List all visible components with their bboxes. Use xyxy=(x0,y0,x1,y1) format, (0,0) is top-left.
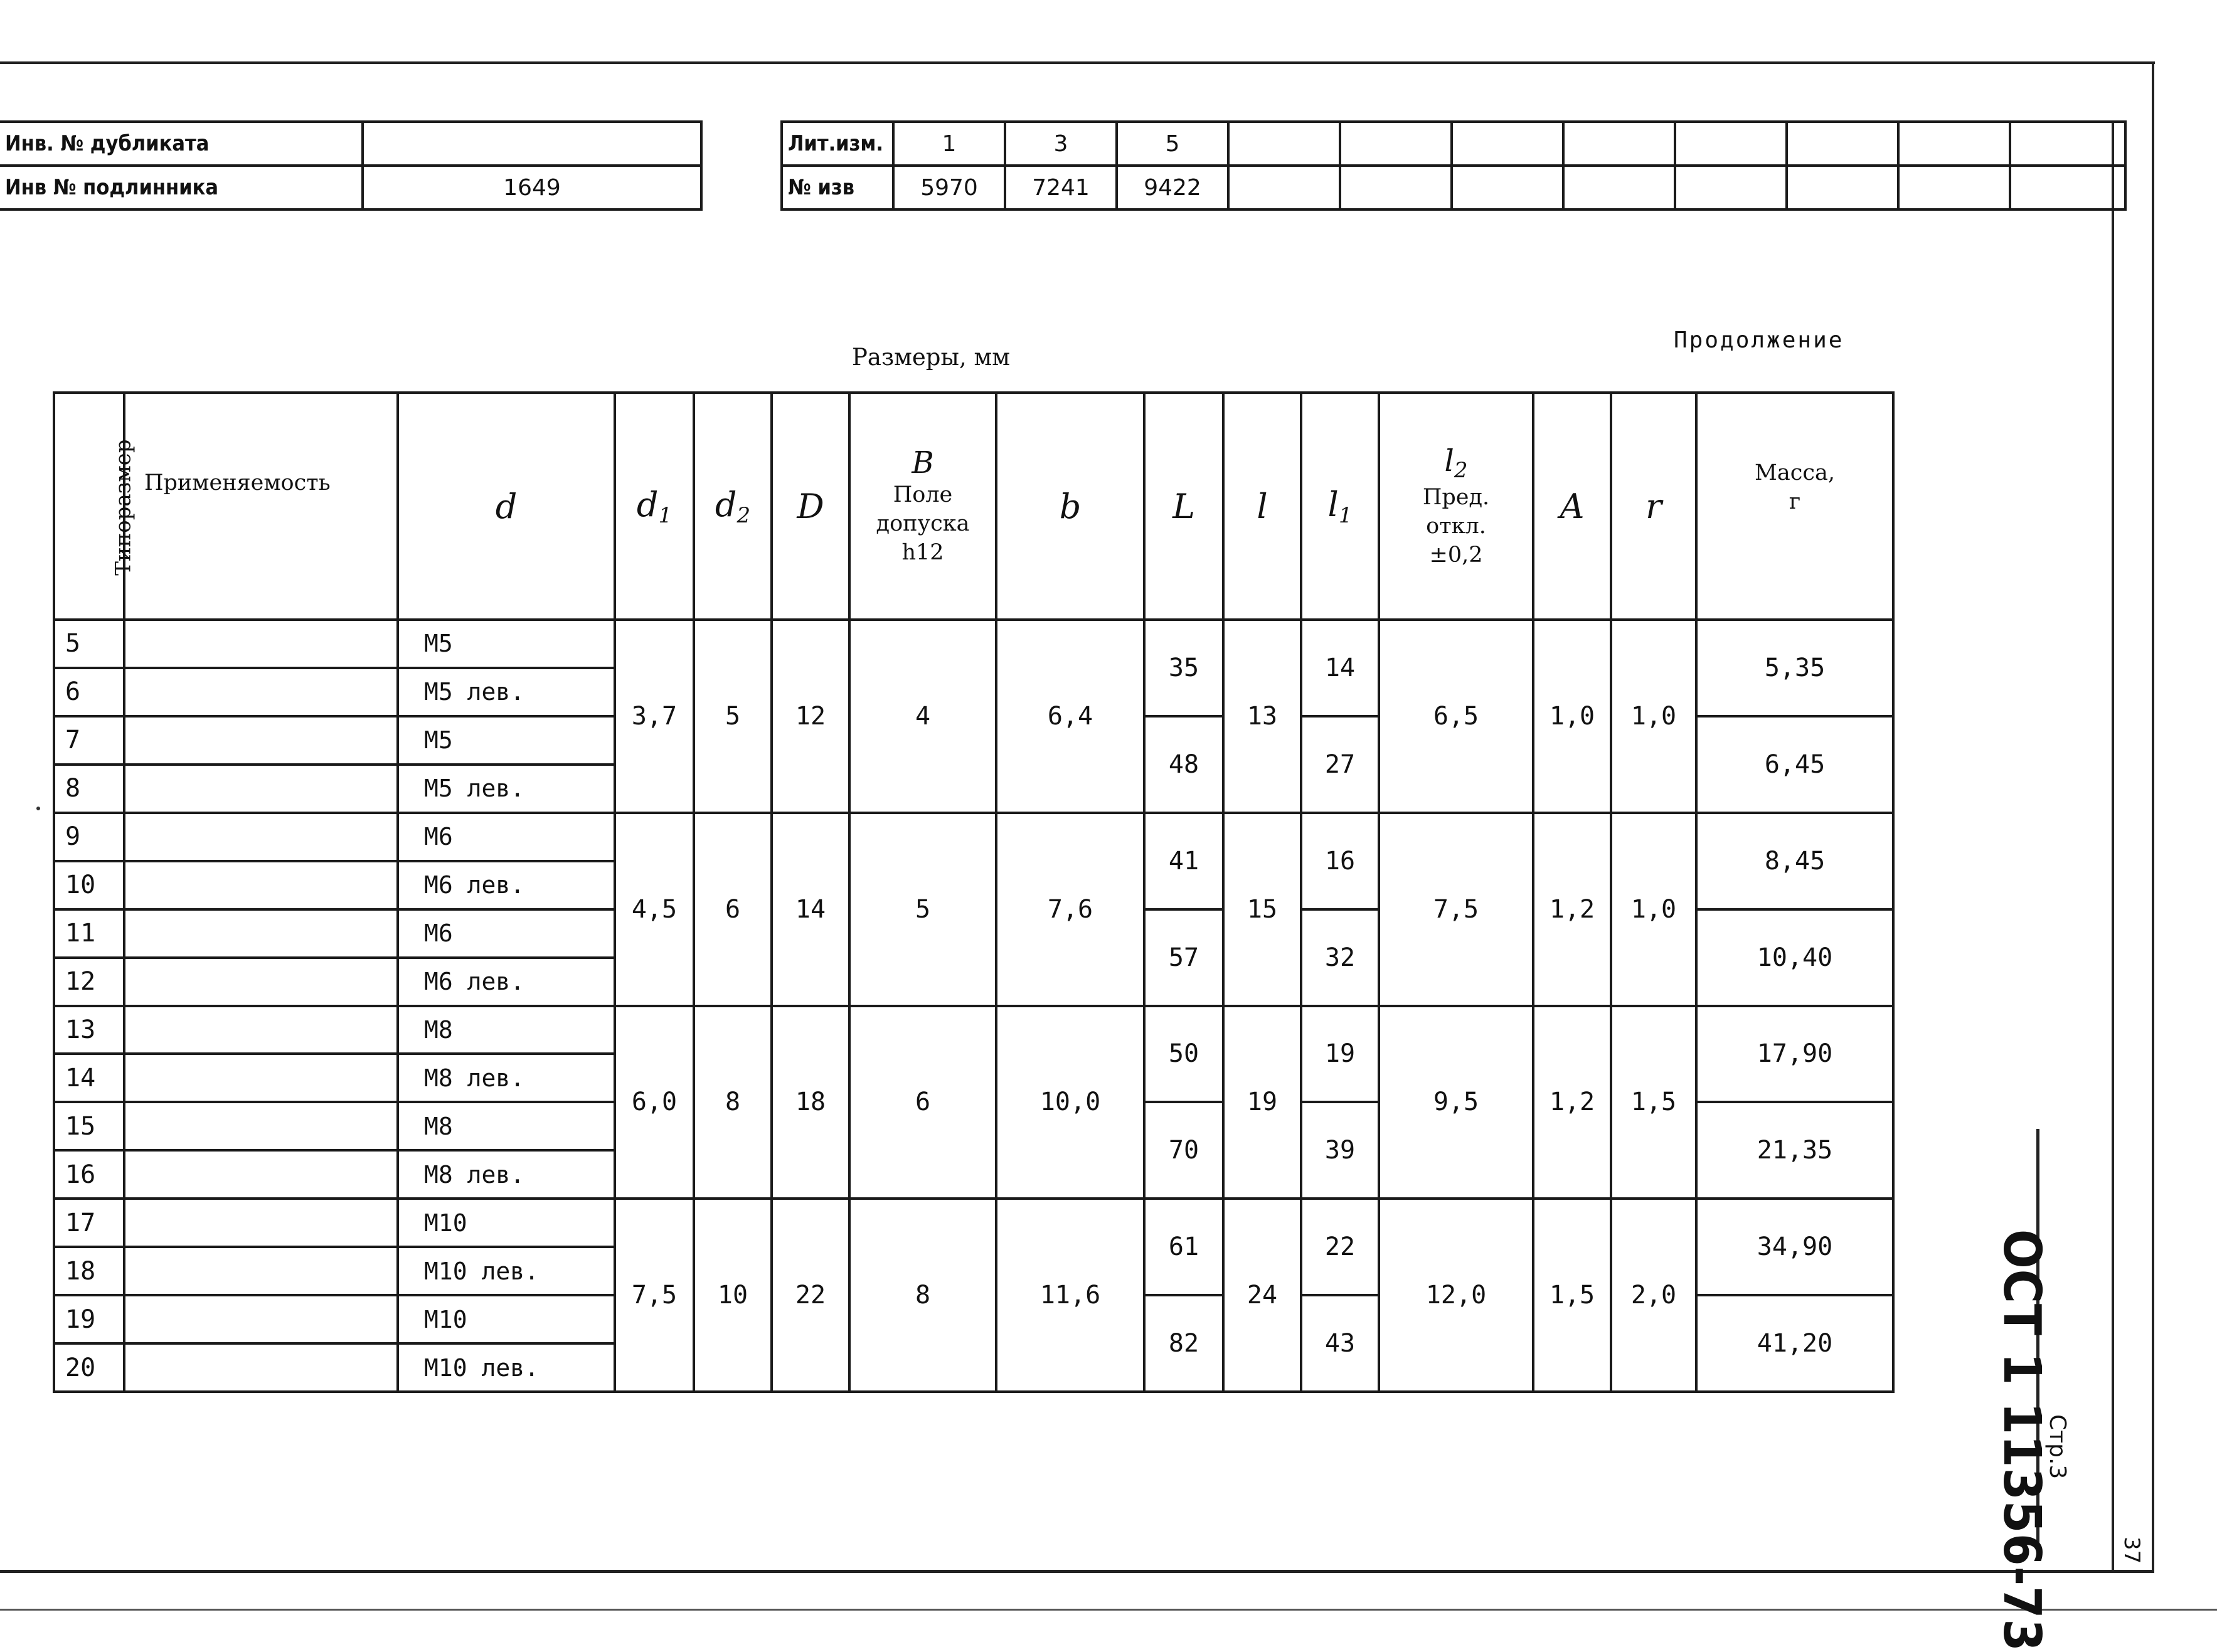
B-cell: 5 xyxy=(849,813,996,1006)
b-cell: 11,6 xyxy=(996,1199,1144,1392)
thread-d-cell: M6 лев. xyxy=(398,958,615,1006)
page-label: Стр.3 xyxy=(2044,1414,2070,1480)
mass-cell: 10,40 xyxy=(1696,909,1893,1006)
l2-cell: 12,0 xyxy=(1379,1199,1533,1392)
revision-letter-cell xyxy=(1787,122,1898,166)
primenyaemost-cell xyxy=(124,861,398,909)
d2-cell: 5 xyxy=(694,620,772,813)
thread-d-cell: M5 лев. xyxy=(398,765,615,813)
frame-right-line xyxy=(2152,61,2154,1570)
header-l2: $l_2$ Пред. откл. ±0,2 xyxy=(1379,393,1533,620)
duplicate-label: Инв. № дубликата xyxy=(0,122,363,166)
revision-letter-cell xyxy=(1898,122,2010,166)
L-cell: 41 xyxy=(1144,813,1223,909)
revision-letter-cell xyxy=(1452,122,1563,166)
standard-designation: ОСТ 1 11356-73 xyxy=(1992,1229,2051,1652)
header-b: b xyxy=(996,393,1144,620)
L-cell: 61 xyxy=(1144,1199,1223,1295)
primenyaemost-cell xyxy=(124,1199,398,1247)
leaf-number: 37 xyxy=(2119,1537,2144,1564)
header-A: A xyxy=(1533,393,1611,620)
frame-bottom-edge xyxy=(0,1609,2217,1611)
B-cell: 6 xyxy=(849,1006,996,1199)
b-cell: 10,0 xyxy=(996,1006,1144,1199)
header-L: L xyxy=(1144,393,1223,620)
l1-cell: 19 xyxy=(1301,1006,1379,1103)
mass-cell: 8,45 xyxy=(1696,813,1893,909)
revision-letter-cell: 5 xyxy=(1117,122,1228,166)
L-cell: 35 xyxy=(1144,620,1223,716)
tiporazmer-cell: 18 xyxy=(54,1247,124,1295)
tiporazmer-cell: 16 xyxy=(54,1150,124,1199)
header-d2: $d_2$ xyxy=(694,393,772,620)
d2-cell: 8 xyxy=(694,1006,772,1199)
notice-number-cell xyxy=(1898,166,2010,209)
A-cell: 1,5 xyxy=(1533,1199,1611,1392)
L-cell: 48 xyxy=(1144,716,1223,813)
B-cell: 8 xyxy=(849,1199,996,1392)
thread-d-cell: M8 лев. xyxy=(398,1150,615,1199)
original-value: 1649 xyxy=(363,166,701,209)
tiporazmer-cell: 13 xyxy=(54,1006,124,1054)
primenyaemost-cell xyxy=(124,1054,398,1102)
l1-cell: 43 xyxy=(1301,1295,1379,1392)
notice-number-cell: 5970 xyxy=(893,166,1005,209)
revision-letter-row xyxy=(782,122,2125,166)
header-l1: $l_1$ xyxy=(1301,393,1379,620)
d1-cell: 3,7 xyxy=(615,620,694,813)
header-row xyxy=(54,393,1893,620)
table-body xyxy=(54,620,1893,1392)
mass-cell: 5,35 xyxy=(1696,620,1893,716)
header-r: r xyxy=(1611,393,1696,620)
d1-cell: 4,5 xyxy=(615,813,694,1006)
thread-d-cell: M8 лев. xyxy=(398,1054,615,1102)
primenyaemost-cell xyxy=(124,1150,398,1199)
header-tiporazmer: Типоразмер xyxy=(54,393,124,620)
frame-bottom-line xyxy=(0,1570,2154,1573)
l2-cell: 9,5 xyxy=(1379,1006,1533,1199)
duplicate-value xyxy=(363,122,701,166)
b-cell: 7,6 xyxy=(996,813,1144,1006)
primenyaemost-cell xyxy=(124,668,398,716)
table-caption: Размеры, мм xyxy=(852,344,1011,371)
D-cell: 22 xyxy=(772,1199,849,1392)
table-row xyxy=(54,620,1893,668)
r-cell: 2,0 xyxy=(1611,1199,1696,1392)
D-cell: 18 xyxy=(772,1006,849,1199)
l-cell: 24 xyxy=(1223,1199,1301,1392)
A-cell: 1,2 xyxy=(1533,813,1611,1006)
tiporazmer-cell: 11 xyxy=(54,909,124,958)
L-cell: 82 xyxy=(1144,1295,1223,1392)
table-row xyxy=(54,1006,1893,1054)
tiporazmer-cell: 15 xyxy=(54,1102,124,1150)
primenyaemost-cell xyxy=(124,1102,398,1150)
mass-cell: 21,35 xyxy=(1696,1102,1893,1199)
header-d1: $d_1$ xyxy=(615,393,694,620)
table-row xyxy=(54,1199,1893,1247)
notice-number-cell: 9422 xyxy=(1117,166,1228,209)
primenyaemost-cell xyxy=(124,716,398,765)
revision-letter-cell xyxy=(1563,122,1675,166)
thread-d-cell: M10 лев. xyxy=(398,1343,615,1392)
thread-d-cell: M5 xyxy=(398,716,615,765)
primenyaemost-cell xyxy=(124,1006,398,1054)
l-cell: 13 xyxy=(1223,620,1301,813)
primenyaemost-cell xyxy=(124,620,398,668)
header-B: B Поле допуска h12 xyxy=(849,393,996,620)
notice-number-cell xyxy=(1228,166,1340,209)
notice-number-row xyxy=(782,166,2125,209)
r-cell: 1,0 xyxy=(1611,620,1696,813)
notice-number-cell xyxy=(1563,166,1675,209)
L-cell: 57 xyxy=(1144,909,1223,1006)
thread-d-cell: M6 xyxy=(398,909,615,958)
d1-cell: 6,0 xyxy=(615,1006,694,1199)
original-row xyxy=(0,166,701,209)
L-cell: 70 xyxy=(1144,1102,1223,1199)
mass-cell: 17,90 xyxy=(1696,1006,1893,1103)
mass-cell: 6,45 xyxy=(1696,716,1893,813)
l1-cell: 32 xyxy=(1301,909,1379,1006)
thread-d-cell: M10 xyxy=(398,1199,615,1247)
revision-letter-cell xyxy=(2010,122,2125,166)
revision-grid xyxy=(780,120,2127,211)
thread-d-cell: M8 xyxy=(398,1006,615,1054)
primenyaemost-cell xyxy=(124,1247,398,1295)
l1-cell: 16 xyxy=(1301,813,1379,909)
margin-dot xyxy=(36,807,40,810)
thread-d-cell: M6 xyxy=(398,813,615,861)
revision-letter-label: Лит.изм. xyxy=(782,122,893,166)
l1-cell: 39 xyxy=(1301,1102,1379,1199)
mass-cell: 41,20 xyxy=(1696,1295,1893,1392)
notice-number-cell xyxy=(1675,166,1787,209)
primenyaemost-cell xyxy=(124,1343,398,1392)
thread-d-cell: M10 xyxy=(398,1295,615,1343)
thread-d-cell: M5 xyxy=(398,620,615,668)
notice-number-cell xyxy=(1340,166,1452,209)
l1-cell: 14 xyxy=(1301,620,1379,716)
l1-cell: 22 xyxy=(1301,1199,1379,1295)
primenyaemost-cell xyxy=(124,958,398,1006)
d2-cell: 10 xyxy=(694,1199,772,1392)
header-l: l xyxy=(1223,393,1301,620)
notice-number-label: № изв xyxy=(782,166,893,209)
l2-cell: 6,5 xyxy=(1379,620,1533,813)
l2-cell: 7,5 xyxy=(1379,813,1533,1006)
tiporazmer-cell: 10 xyxy=(54,861,124,909)
revision-letter-cell xyxy=(1340,122,1452,166)
header-primenyaemost: Применяемость xyxy=(124,393,398,620)
thread-d-cell: M5 лев. xyxy=(398,668,615,716)
revision-letter-cell: 3 xyxy=(1005,122,1117,166)
tiporazmer-cell: 14 xyxy=(54,1054,124,1102)
tiporazmer-cell: 6 xyxy=(54,668,124,716)
tiporazmer-cell: 8 xyxy=(54,765,124,813)
D-cell: 14 xyxy=(772,813,849,1006)
thread-d-cell: M6 лев. xyxy=(398,861,615,909)
revision-letter-cell xyxy=(1675,122,1787,166)
tiporazmer-cell: 5 xyxy=(54,620,124,668)
mass-cell: 34,90 xyxy=(1696,1199,1893,1295)
l-cell: 15 xyxy=(1223,813,1301,1006)
b-cell: 6,4 xyxy=(996,620,1144,813)
r-cell: 1,5 xyxy=(1611,1006,1696,1199)
continuation-label: Продолжение xyxy=(1674,327,1844,353)
tiporazmer-cell: 9 xyxy=(54,813,124,861)
primenyaemost-cell xyxy=(124,813,398,861)
notice-number-cell xyxy=(1452,166,1563,209)
l-cell: 19 xyxy=(1223,1006,1301,1199)
table-row xyxy=(54,813,1893,861)
L-cell: 50 xyxy=(1144,1006,1223,1103)
frame-top-line xyxy=(0,61,2155,64)
primenyaemost-cell xyxy=(124,909,398,958)
thread-d-cell: M10 лев. xyxy=(398,1247,615,1295)
tiporazmer-cell: 17 xyxy=(54,1199,124,1247)
header-D: D xyxy=(772,393,849,620)
revision-letter-cell: 1 xyxy=(893,122,1005,166)
frame-inner-right-line xyxy=(2112,123,2114,1572)
tiporazmer-cell: 12 xyxy=(54,958,124,1006)
dimensions-table xyxy=(53,391,1895,1393)
r-cell: 1,0 xyxy=(1611,813,1696,1006)
primenyaemost-cell xyxy=(124,765,398,813)
duplicate-row xyxy=(0,122,701,166)
tiporazmer-cell: 7 xyxy=(54,716,124,765)
thread-d-cell: M8 xyxy=(398,1102,615,1150)
tiporazmer-cell: 20 xyxy=(54,1343,124,1392)
B-cell: 4 xyxy=(849,620,996,813)
header-d: d xyxy=(398,393,615,620)
revision-letter-cell xyxy=(1228,122,1340,166)
notice-number-cell xyxy=(2010,166,2125,209)
header-mass: Масса, г xyxy=(1696,393,1893,620)
l1-cell: 27 xyxy=(1301,716,1379,813)
primenyaemost-cell xyxy=(124,1295,398,1343)
inventory-grid xyxy=(0,120,703,211)
D-cell: 12 xyxy=(772,620,849,813)
tiporazmer-cell: 19 xyxy=(54,1295,124,1343)
notice-number-cell: 7241 xyxy=(1005,166,1117,209)
A-cell: 1,2 xyxy=(1533,1006,1611,1199)
d2-cell: 6 xyxy=(694,813,772,1006)
A-cell: 1,0 xyxy=(1533,620,1611,813)
d1-cell: 7,5 xyxy=(615,1199,694,1392)
original-label: Инв № подлинника xyxy=(0,166,363,209)
notice-number-cell xyxy=(1787,166,1898,209)
